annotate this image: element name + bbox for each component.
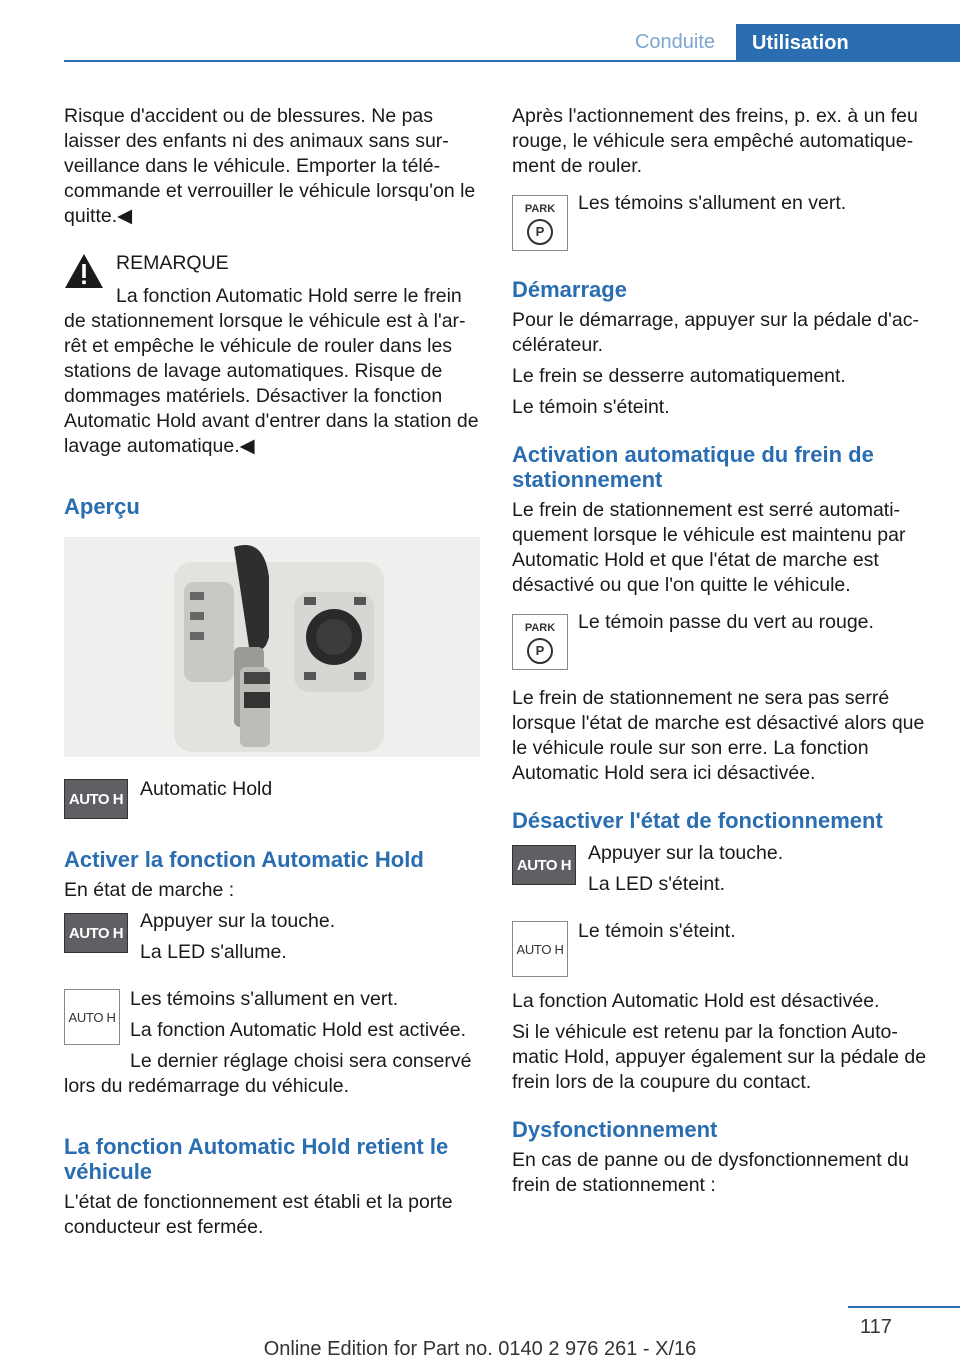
led-off-text: La LED s'éteint. <box>588 873 726 895</box>
heading-demarrage: Démarrage <box>512 277 627 302</box>
temoin-eteint-text: Le témoin s'éteint. <box>512 396 670 418</box>
frein-desserre-text: Le frein se desserre automatiquement. <box>512 365 846 387</box>
auto-hold-legend <box>64 777 480 817</box>
deactivate-step-block <box>512 841 928 897</box>
vert-rouge-text: Le témoin passe du vert au rouge. <box>578 611 874 633</box>
heading-desactiver: Désactiver l'état de fonctionnement <box>512 808 883 833</box>
footer-rule <box>848 1306 960 1308</box>
activee-text: La fonction Automatic Hold est activée. <box>130 1019 467 1041</box>
park-red-block <box>512 610 928 666</box>
park-icon-text: PARK <box>524 203 556 215</box>
left-column <box>64 104 480 1240</box>
remark-text: La fonction Automatic Hold serre le frein de stationnement lorsque le véhicule est à l'ar‐rêt et empêche le véhicule de rouler dans les stations de lavage automatiques. Risque de dommages matériels. Désactiver la fonction Automatic Hold avant d'entrer dans la station de lavage automatique.◀ <box>64 285 479 457</box>
heading-retient: La fonction Automatic Hold retient le véhicule <box>64 1134 449 1184</box>
heading-apercu: Aperçu <box>64 494 140 519</box>
etat-marche-text: En état de marche : <box>64 879 235 901</box>
appuyer-text: Appuyer sur la touche. <box>588 842 784 864</box>
activate-step-block <box>64 909 480 965</box>
auto-h-dark-icon: AUTO H <box>64 913 128 953</box>
header-rule <box>64 60 960 62</box>
park-icon <box>512 614 568 670</box>
remark-title: REMARQUE <box>116 252 229 274</box>
page-number: 117 <box>860 1316 892 1338</box>
auto-h-dark-icon: AUTO H <box>64 779 128 819</box>
park-icon-circle: P <box>527 219 553 245</box>
auto-h-light-icon: AUTO H <box>512 921 568 977</box>
temoins-block <box>64 987 480 1099</box>
dernier-reglage-text: Le dernier réglage choisi sera conservé lors du redémarrage du véhicule. <box>64 1050 472 1097</box>
remark-block <box>64 251 480 459</box>
temoins-vert-text: Les témoins s'allument en vert. <box>578 192 847 214</box>
desactivee-text: La fonction Automatic Hold est désactivée. <box>512 990 880 1012</box>
temoin-eteint-text: Le témoin s'éteint. <box>578 920 736 942</box>
right-column <box>512 104 928 1198</box>
park-green-block <box>512 191 928 247</box>
pas-serre-text: Le frein de stationnement ne sera pas serré lorsque l'état de marche est désactivé alors que le véhicule roule sur son erre. La fonction Automatic Hold sera ici désactivée. <box>512 687 925 784</box>
demarrage-text: Pour le démarrage, appuyer sur la pédale d'ac‐célérateur. <box>512 309 919 356</box>
temoin-eteint-block <box>512 919 928 975</box>
console-photo <box>64 537 480 757</box>
warning-icon <box>64 253 104 289</box>
tab-utilisation[interactable]: Utilisation <box>736 24 960 62</box>
edition-footer: Online Edition for Part no. 0140 2 976 261 - X/16 <box>263 1338 697 1360</box>
appuyer-text: Appuyer sur la touche. <box>140 910 336 932</box>
etabli-text: L'état de fonctionnement est établi et la porte conducteur est fermée. <box>64 1191 453 1238</box>
heading-activer: Activer la fonction Automatic Hold <box>64 847 424 872</box>
led-on-text: La LED s'allume. <box>140 941 287 963</box>
serre-text: Le frein de stationnement est serré automati‐quement lorsque le véhicule est maintenu par Automatic Hold et que l'état de marche est désactivé ou que l'on quitte le véhicule. <box>512 499 906 596</box>
console-illustration <box>64 537 480 757</box>
heading-dysfonctionnement: Dysfonctionnement <box>512 1117 718 1142</box>
auto-h-light-icon: AUTO H <box>64 989 120 1045</box>
auto-h-dark-icon: AUTO H <box>512 845 576 885</box>
heading-activation: Activation automatique du frein de stationnement <box>512 442 874 492</box>
auto-hold-label: Automatic Hold <box>140 778 273 800</box>
panne-text: En cas de panne ou de dysfonctionnement du frein de stationnement : <box>512 1149 909 1196</box>
park-icon <box>512 195 568 251</box>
retenu-text: Si le véhicule est retenu par la fonction Auto‐matic Hold, appuyer également sur la pédale de frein lors de la coupure du contact. <box>512 1021 927 1093</box>
tab-conduite[interactable]: Conduite <box>634 31 716 53</box>
park-icon-text: PARK <box>524 622 556 634</box>
temoins-vert-text: Les témoins s'allument en vert. <box>130 988 399 1010</box>
risk-paragraph: Risque d'accident ou de blessures. Ne pas laisser des enfants ni des animaux sans sur‐veillance dans le véhicule. Emporter la télé‐commande et verrouiller le véhicule lorsqu'on le quitte.◀ <box>64 105 476 227</box>
park-icon-circle: P <box>527 638 553 664</box>
apres-text: Après l'actionnement des freins, p. ex. à un feu rouge, le véhicule sera empêché automatique‐ment de rouler. <box>512 105 918 177</box>
